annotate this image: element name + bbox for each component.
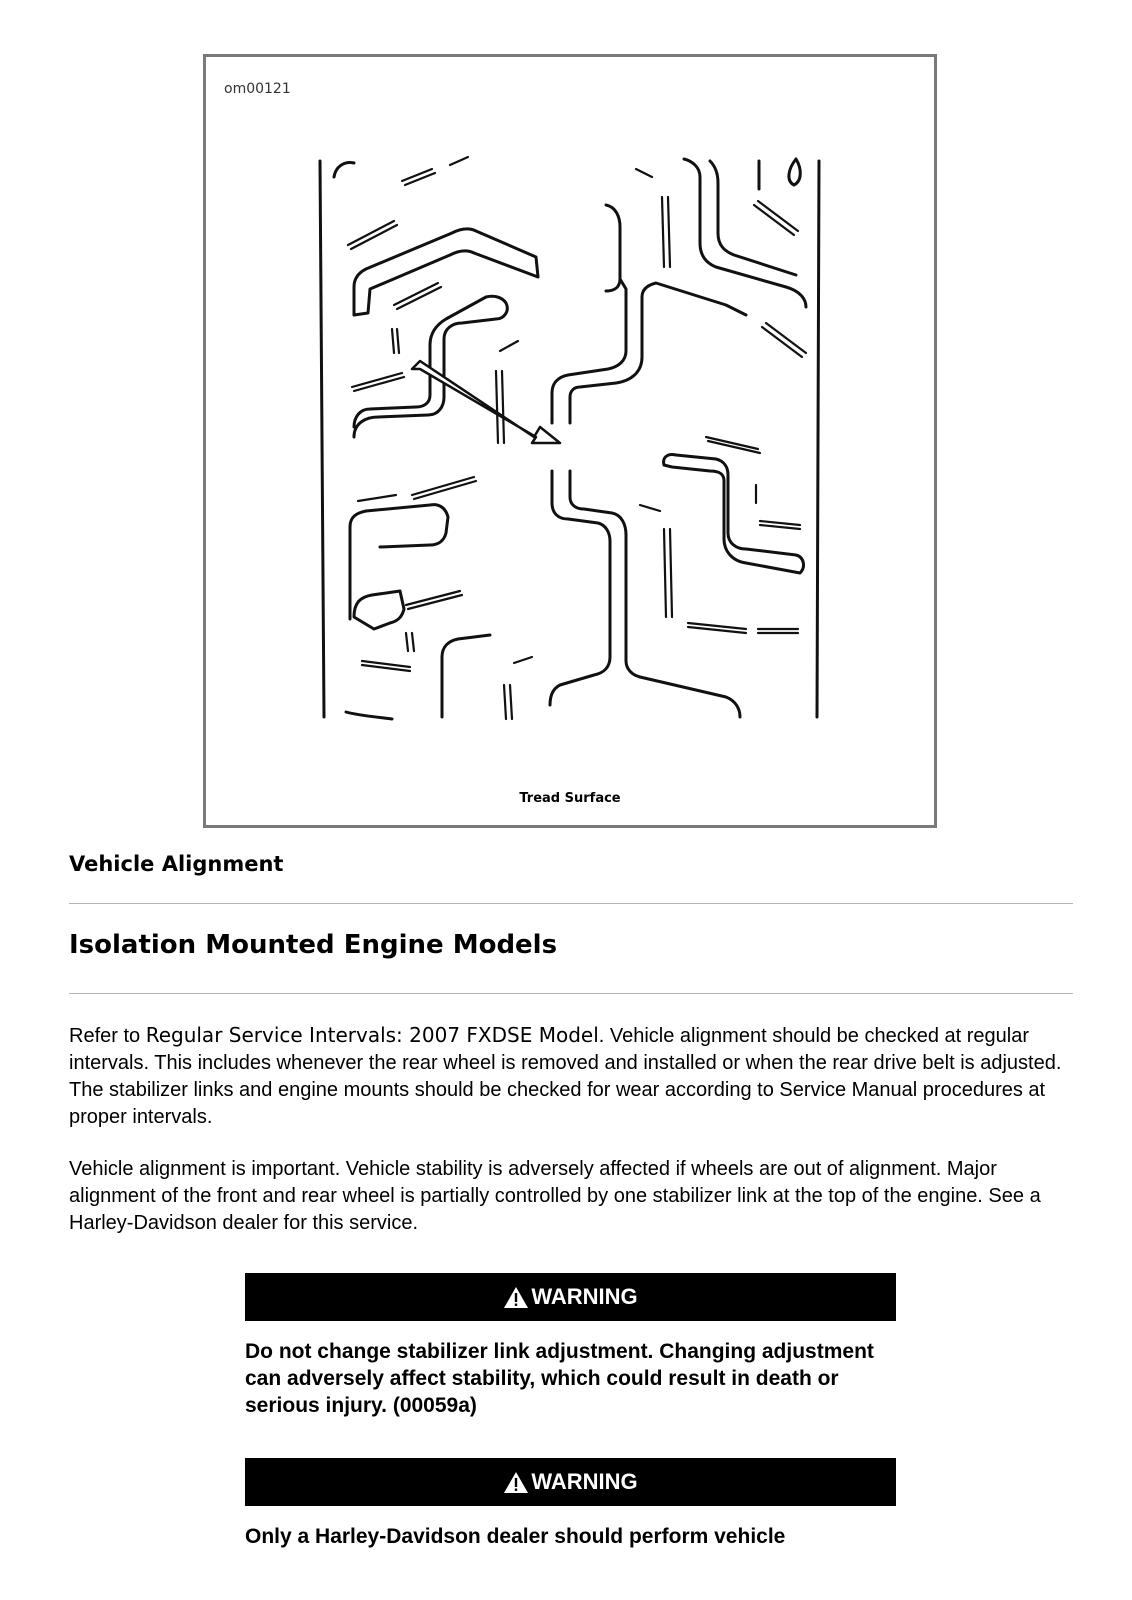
arrow-icon [412, 361, 560, 443]
tread-figure [203, 54, 937, 828]
tread-surface-illustration [206, 57, 934, 825]
warning-text: Do not change stabilizer link adjustment. Changing adjustment can adversely affect stability, which could result in death or serious injury. (00059a) [245, 1340, 874, 1417]
warning-triangle-icon [503, 1285, 529, 1309]
service-intervals-link[interactable]: Regular Service Intervals: 2007 FXDSE Model [145, 1023, 599, 1047]
warning-banner [245, 1458, 896, 1506]
paragraph-service-intervals [69, 1022, 1079, 1131]
divider [69, 903, 1073, 904]
warning-triangle-icon [503, 1470, 529, 1494]
divider [69, 993, 1073, 994]
warning-banner [245, 1273, 896, 1321]
figure-id-label: om00121 [224, 81, 291, 97]
paragraph-alignment: Vehicle alignment is important. Vehicle stability is adversely affected if wheels are out of alignment. Major alignment of the front and rear wheel is partially controlled by one stabilizer link at the top of the engine. See a Harley-Davidson dealer for this service. [69, 1158, 1041, 1234]
section-subheading: Vehicle Alignment [69, 852, 284, 876]
page-title: Isolation Mounted Engine Models [69, 930, 558, 960]
warning-label: WARNING [531, 1469, 638, 1494]
figure-caption: Tread Surface [519, 791, 621, 806]
warning-label: WARNING [531, 1284, 638, 1309]
paragraph-lead: Refer to [69, 1025, 146, 1047]
paragraph-rest: . Vehicle alignment should be checked at regular intervals. This includes whenever the rear wheel is removed and installed or when the rear drive belt is adjusted. The stabilizer links and engine mounts should be checked for wear according to Service Manual procedures at proper intervals. [69, 1025, 1062, 1128]
warning-text: Only a Harley-Davidson dealer should perform vehicle [245, 1525, 786, 1548]
